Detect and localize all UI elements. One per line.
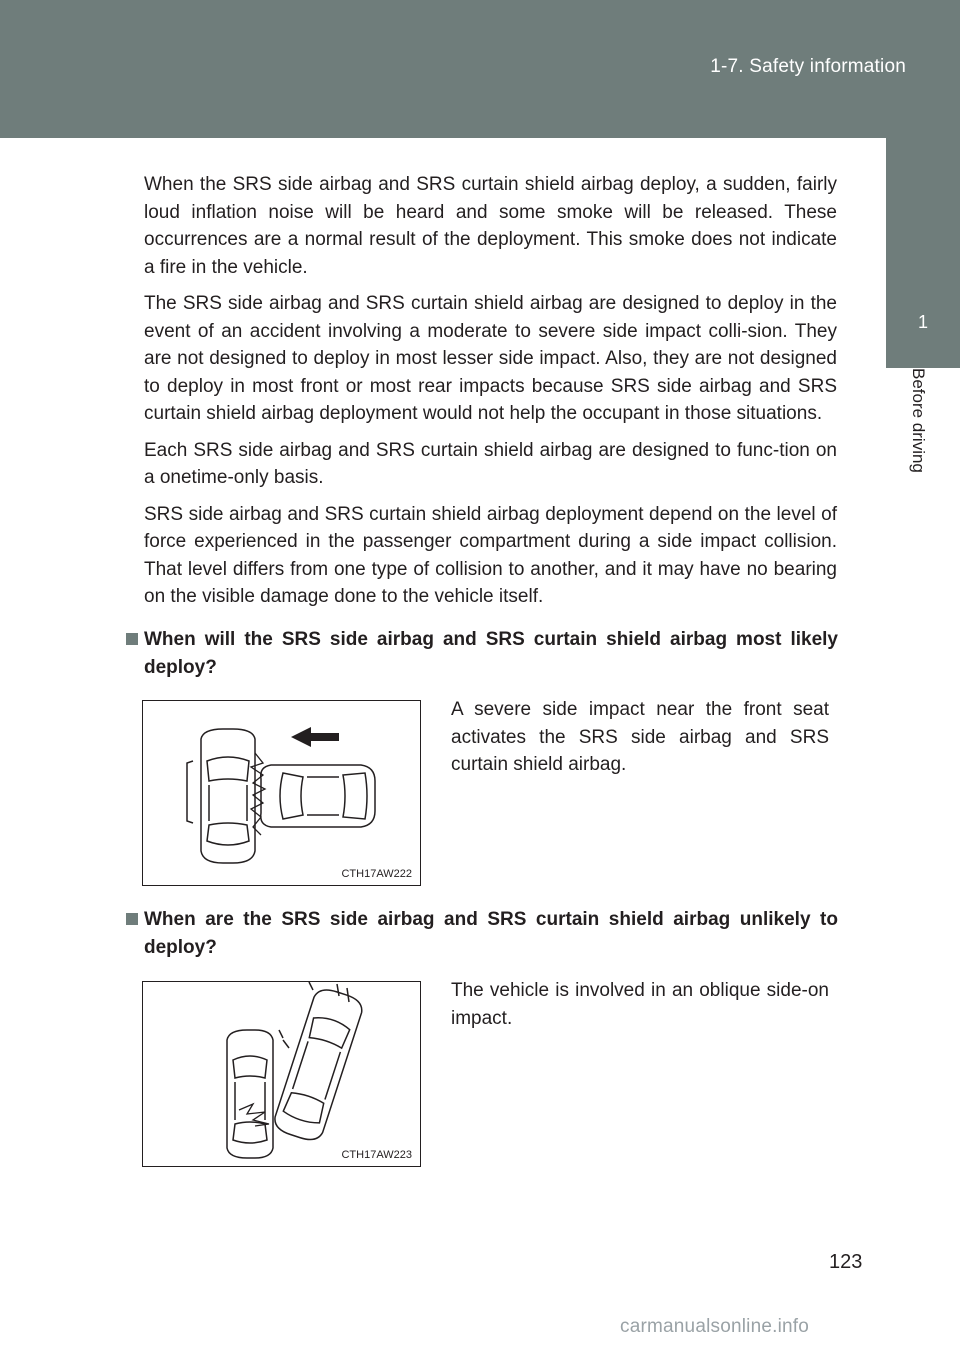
figure-code: CTH17AW223 (341, 1149, 412, 1161)
square-bullet-icon (126, 633, 138, 645)
oblique-impact-illustration (143, 982, 420, 1166)
section-heading (126, 626, 838, 682)
paragraph: SRS side airbag and SRS curtain shield airbag deployment depend on the level of force experienced in the passenger compartment during a side impact collision. That level differs from one type of collision to another, and it may have no bearing on the visible damage done to the vehicle itself. (144, 503, 837, 607)
illustration-oblique-impact (142, 981, 421, 1167)
section-heading-text: When are the SRS side airbag and SRS curtain shield airbag unlikely to deploy? (144, 909, 838, 958)
paragraph: Each SRS side airbag and SRS curtain shield airbag are designed to func-tion on a onetime-only basis. (144, 439, 837, 488)
page-number: 123 (829, 1251, 863, 1273)
body-text (144, 171, 837, 620)
section-title: 1-7. Safety information (710, 56, 906, 77)
watermark[interactable]: carmanualsonline.info (620, 1316, 810, 1337)
paragraph: The SRS side airbag and SRS curtain shield airbag are designed to deploy in the event of an accident involving a moderate to severe side impact colli-sion. They are not designed to deploy in most lesser side impact. Also, they are not designed to deploy in most front or most rear impacts because SRS side airbag and SRS curtain shield airbag deployment would not help the occupant in those situations. (144, 293, 837, 424)
section-heading (126, 906, 838, 962)
section-heading-text: When will the SRS side airbag and SRS curtain shield airbag most likely deploy? (144, 629, 838, 678)
square-bullet-icon (126, 913, 138, 925)
illustration-side-impact (142, 700, 421, 886)
figure-code: CTH17AW222 (341, 868, 412, 880)
chapter-label-box (888, 368, 958, 518)
chapter-number: 1 (917, 312, 928, 332)
paragraph: When the SRS side airbag and SRS curtain shield airbag deploy, a sudden, fairly loud inflation noise will be heard and some smoke will be released. These occurrences are a normal result of the deployment. This smoke does not indicate a fire in the vehicle. (144, 174, 837, 278)
side-impact-illustration (143, 701, 420, 885)
chapter-tab (886, 138, 960, 368)
chapter-label: Before driving (909, 368, 928, 473)
header-band (0, 0, 960, 138)
figure-caption: A severe side impact near the front seat activates the SRS side airbag and SRS curtain shield airbag. (451, 699, 829, 775)
figure-caption: The vehicle is involved in an oblique side-on impact. (451, 980, 829, 1029)
